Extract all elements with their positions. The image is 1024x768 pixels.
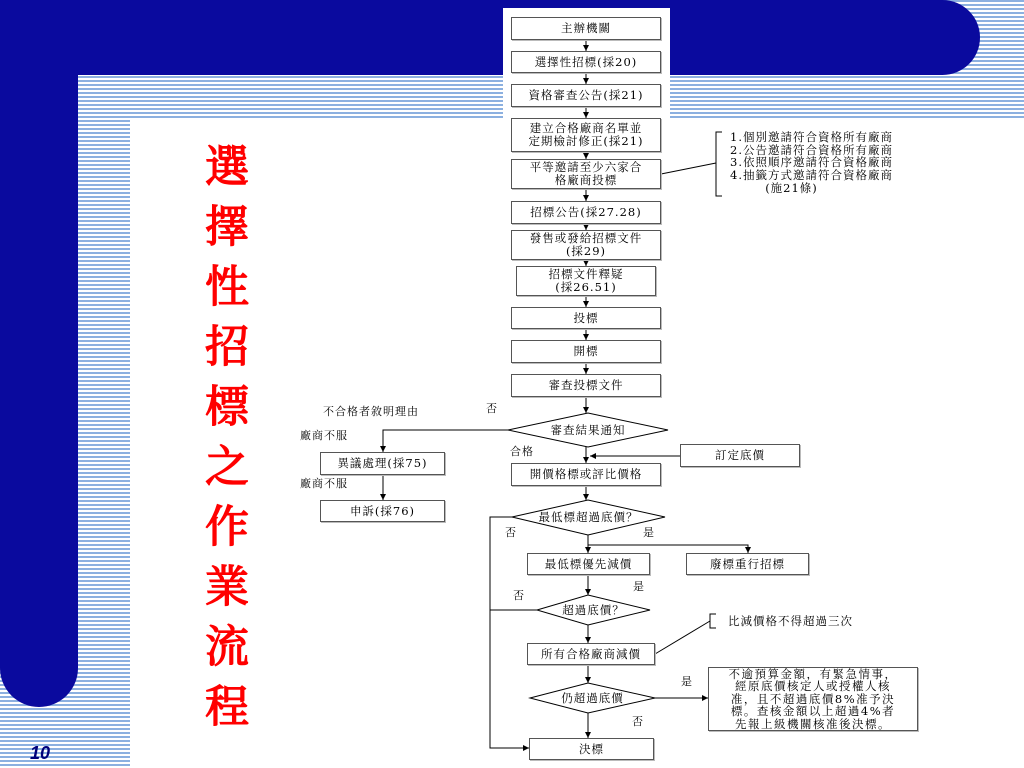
box-issue-documents-line: 發售或發給招標文件: [529, 231, 643, 245]
label-vendor-disagree-2: 廠商不服: [300, 477, 348, 490]
note-invite-methods: [730, 131, 893, 195]
connector-invite-to-methods: [661, 163, 716, 174]
box-tender-notice-label: 招標公告(採27.28): [530, 205, 642, 219]
note-reduce-limit: 比減價格不得超過三次: [728, 614, 853, 628]
box-open-price-label: 開價格標或評比價格: [529, 467, 643, 481]
box-cancel-retender: [686, 553, 809, 575]
box-bidding-label: 投標: [573, 310, 599, 325]
label-no-review: 否: [486, 402, 498, 415]
box-open-price: [511, 463, 661, 486]
label-no-lowest: 否: [505, 526, 517, 539]
box-vendor-list-line: 建立合格廠商名單並: [529, 121, 643, 135]
box-award-rule-line: 先報上級機關核准後決標。: [735, 716, 891, 731]
diamond-exceeds-base-label: 超過底價？: [562, 603, 625, 617]
note-invite-methods-line: 4.抽籤方式邀請符合資格廠商: [730, 168, 893, 183]
box-clarification: [516, 266, 656, 296]
box-bid-opening: [511, 340, 661, 363]
box-agency: [511, 17, 661, 40]
box-qualification-notice-label: 資格審查公告(採21): [528, 88, 644, 102]
box-clarification-line: (採26.51): [555, 280, 617, 294]
box-review-documents: [511, 374, 661, 397]
note-invite-methods-line: 2.公告邀請符合資格所有廠商: [730, 142, 893, 157]
label-yes-reduce: 是: [633, 580, 645, 593]
box-objection: [320, 452, 445, 475]
box-agency-label: 主辦機關: [561, 21, 611, 35]
label-no-still: 否: [632, 715, 644, 728]
box-cancel-retender-label: 廢標重行招標: [710, 556, 785, 571]
box-appeal-label: 申訴(採76): [349, 503, 416, 518]
note-invite-methods-line: 3.依照順序邀請符合資格廠商: [730, 155, 893, 170]
box-issue-documents: [511, 230, 661, 260]
box-clarification-line: 招標文件釋疑: [548, 267, 624, 281]
box-lowest-reduce: [527, 553, 650, 575]
label-unqualified-reason: 不合格者敘明理由: [323, 405, 419, 418]
box-all-reduce-label: 所有合格廠商減價: [541, 646, 641, 661]
box-appeal: [320, 500, 445, 522]
box-tender-notice: [511, 201, 661, 224]
box-award-rule-line: 准，且不超過底價8%准予決: [730, 691, 896, 706]
box-award-rule-line: 不逾預算金額，有緊急情事，: [728, 666, 898, 681]
box-award-rule-line: 經原底價核定人或授權人核: [735, 679, 891, 694]
box-invite-vendors: [511, 159, 661, 189]
box-award-rule: [708, 667, 918, 731]
box-issue-documents-line: (採29): [565, 244, 607, 258]
connector-all-reduce-to-limit: [655, 621, 710, 654]
connector-to-cancel-retender: [588, 545, 748, 553]
box-award: [529, 738, 654, 760]
box-selective-tender: [511, 51, 661, 73]
connector-unqualified-branch: [383, 430, 508, 452]
box-bidding: [511, 307, 661, 329]
bracket-reduce-limit: [710, 614, 716, 628]
label-no-exceeds: 否: [513, 589, 525, 602]
box-award-label: 決標: [579, 741, 604, 756]
note-invite-methods-line: (施21條): [765, 180, 818, 195]
page-number: 10: [30, 743, 51, 763]
box-all-reduce: [527, 643, 655, 665]
note-invite-methods-line: 1.個別邀請符合資格所有廠商: [730, 130, 893, 144]
slide-title: 選擇性招標之作業流程: [197, 143, 248, 743]
diamond-lowest-exceeds-label: 最低標超過底價？: [538, 510, 639, 524]
label-yes-still: 是: [681, 675, 693, 688]
bracket-invite-methods: [716, 132, 722, 196]
box-qualification-notice: [511, 84, 661, 107]
box-set-base-price: [680, 444, 800, 467]
label-qualified: 合格: [510, 445, 534, 458]
box-bid-opening-label: 開標: [573, 344, 599, 358]
label-yes-lowest: 是: [643, 526, 655, 539]
box-selective-tender-label: 選擇性招標(採20): [534, 54, 638, 69]
box-review-documents-label: 審查投標文件: [548, 378, 624, 392]
diamond-still-exceeds-label: 仍超過底價: [561, 691, 624, 705]
box-set-base-price-label: 訂定底價: [715, 448, 765, 462]
label-vendor-disagree-1: 廠商不服: [300, 429, 348, 442]
diamond-review-result-label: 審查結果通知: [550, 423, 626, 437]
box-vendor-list: [511, 118, 661, 152]
box-invite-vendors-line: 平等邀請至少六家合: [529, 160, 643, 174]
box-objection-label: 異議處理(採75): [337, 456, 428, 470]
box-lowest-reduce-label: 最低標優先減價: [544, 556, 633, 571]
box-vendor-list-line: 定期檢討修正(採21): [528, 134, 644, 148]
box-award-rule-line: 標。查核金額以上超過4%者: [730, 704, 896, 719]
connector-no-branch-to-award: [490, 517, 529, 748]
box-invite-vendors-line: 格廠商投標: [554, 173, 618, 187]
